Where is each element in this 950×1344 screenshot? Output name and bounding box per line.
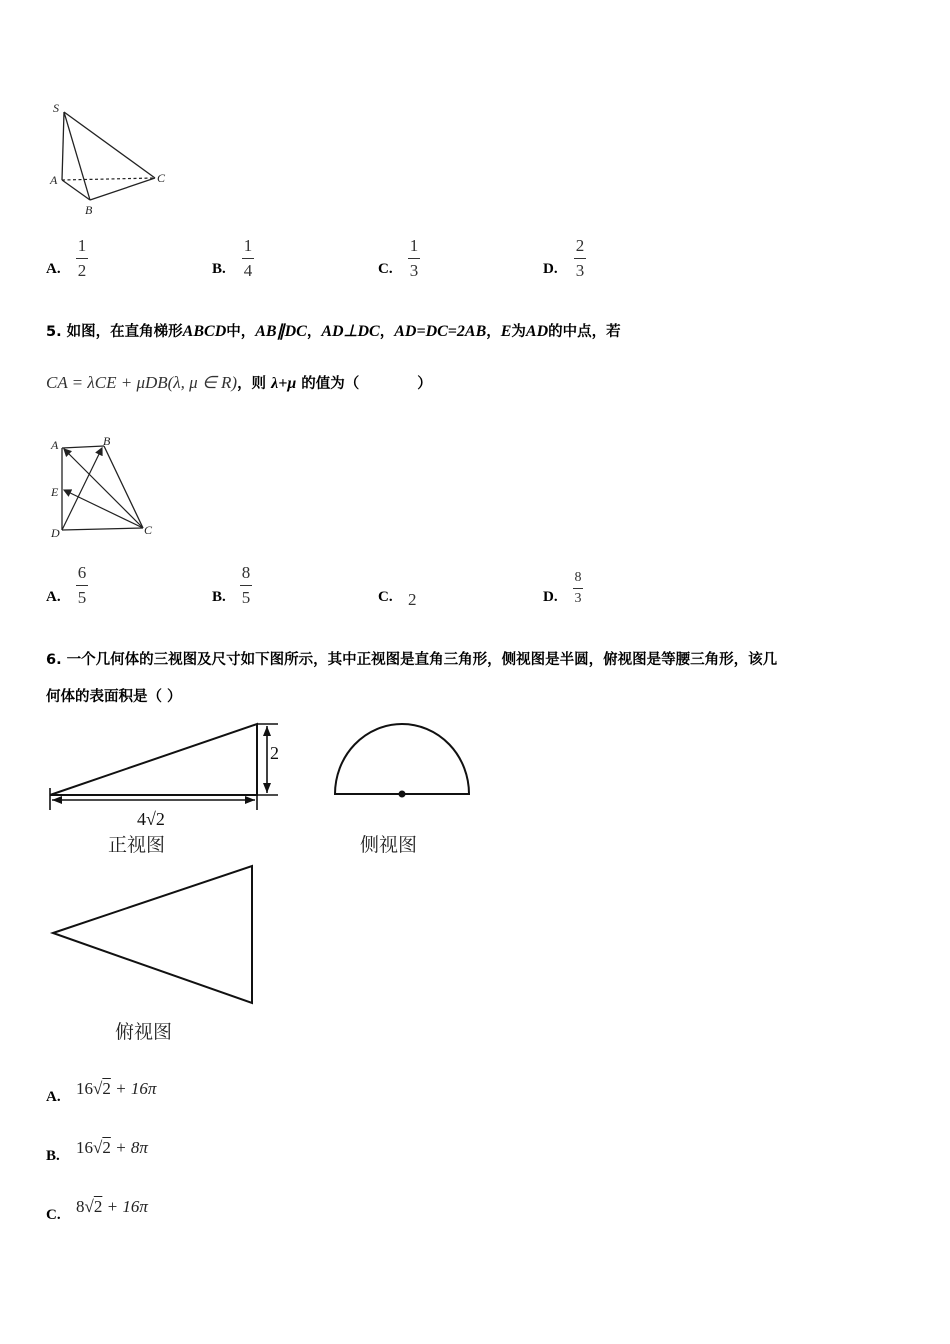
q4-option-a-letter: A. (46, 261, 61, 277)
q4-option-c-letter: C. (378, 261, 393, 277)
q4-option-b-fraction[interactable] (242, 236, 254, 281)
numerator: 8 (241, 563, 251, 582)
q4-option-b-letter: B. (212, 261, 226, 277)
q6-option-a-value[interactable]: 16√2 + 16π (76, 1079, 157, 1098)
vertex-e-label: E (51, 485, 59, 499)
denominator: 5 (77, 588, 87, 607)
coefficient: 16 (76, 1079, 93, 1098)
vertex-s-label: S (53, 101, 59, 115)
q5-option-b-letter: B. (212, 589, 226, 605)
stem-math: AB∥DC (255, 323, 307, 340)
denominator: 3 (574, 591, 582, 606)
stem-math: AD⊥DC (321, 323, 380, 340)
vertex-d-label: D (51, 526, 60, 540)
stem-text: 的中点，若 (548, 324, 621, 340)
denominator: 3 (575, 261, 585, 280)
numerator: 6 (77, 563, 87, 582)
ask-expression: λ+μ (271, 375, 297, 392)
remainder: + 16π (110, 1079, 157, 1098)
pyramid-figure (40, 98, 170, 220)
question-number: 6. (46, 652, 62, 668)
ask-suffix: 的值为（ ） (296, 376, 432, 392)
stem-text: 中， (226, 324, 256, 340)
numerator: 1 (77, 236, 87, 255)
front-view-figure (44, 716, 294, 826)
q6-option-a-letter: A. (46, 1089, 61, 1105)
q5-stem (46, 320, 621, 341)
numerator: 8 (574, 570, 582, 585)
q6-option-b-value[interactable]: 16√2 + 8π (76, 1138, 148, 1157)
q5-option-b-fraction[interactable] (240, 563, 252, 608)
side-view-figure (330, 716, 475, 801)
q6-option-c-letter: C. (46, 1207, 61, 1223)
vertex-b-label: B (103, 434, 111, 448)
trapezoid-figure (40, 430, 170, 545)
denominator: 2 (77, 261, 87, 280)
q5-formula-line (46, 372, 432, 393)
denominator: 3 (409, 261, 419, 280)
numerator: 2 (575, 236, 585, 255)
vertex-c-label: C (144, 523, 153, 537)
q4-option-d-fraction[interactable] (574, 236, 586, 281)
vertex-b-label: B (85, 203, 93, 217)
q5-option-d-fraction[interactable] (573, 570, 583, 607)
q6-option-b-letter: B. (46, 1148, 60, 1164)
radicand: 2 (102, 1079, 111, 1098)
vertex-c-label: C (157, 171, 166, 185)
denominator: 4 (243, 261, 253, 280)
q5-option-c-value[interactable]: 2 (408, 590, 417, 609)
coefficient: 16 (76, 1138, 93, 1157)
q5-option-a-fraction[interactable] (76, 563, 88, 608)
ask-prefix: ，则 (237, 376, 272, 392)
radicand: 2 (93, 1197, 103, 1216)
stem-text: 如图，在直角梯形 (66, 324, 183, 340)
vector-formula: CA = λCE + μDB(λ, μ ∈ R) (46, 373, 238, 392)
height-label: 2 (270, 743, 279, 763)
stem-text: ， (306, 324, 322, 340)
q5-option-d-letter: D. (543, 589, 558, 605)
numerator: 1 (409, 236, 419, 255)
stem-text: ， (379, 324, 395, 340)
remainder: + 8π (110, 1138, 148, 1157)
coefficient: 8 (76, 1197, 85, 1216)
top-view-caption: 俯视图 (115, 1021, 173, 1043)
stem-text: 一个几何体的三视图及尺寸如下图所示，其中正视图是直角三角形，侧视图是半圆，俯视图是等腰三角形，该几 (66, 652, 778, 668)
q4-option-a-fraction[interactable] (76, 236, 88, 281)
stem-math: ABCD (182, 323, 227, 340)
top-view-figure (48, 862, 258, 1007)
denominator: 5 (241, 588, 251, 607)
stem-math: AD (525, 323, 549, 340)
stem-text: ， (486, 324, 501, 340)
stem-math: AD=DC=2AB (394, 323, 487, 340)
remainder: + 16π (102, 1197, 148, 1216)
question-number: 5. (46, 324, 62, 340)
q5-option-c-letter: C. (378, 589, 393, 605)
q4-option-d-letter: D. (543, 261, 558, 277)
width-label: 4√2 (137, 809, 165, 826)
q4-option-c-fraction[interactable] (408, 236, 420, 281)
vertex-a-label: A (50, 173, 58, 187)
q6-option-c-value[interactable]: 8√2 + 16π (76, 1197, 148, 1216)
radicand: 2 (102, 1138, 111, 1157)
q6-stem-line1 (46, 648, 777, 669)
stem-math: E (500, 323, 512, 340)
q6-stem-line2: 何体的表面积是（ ） (46, 689, 182, 705)
q5-option-a-letter: A. (46, 589, 61, 605)
numerator: 1 (243, 236, 253, 255)
stem-text: 为 (511, 324, 526, 340)
vertex-a-label: A (51, 438, 59, 452)
side-view-caption: 侧视图 (360, 834, 418, 856)
front-view-caption: 正视图 (108, 834, 166, 856)
